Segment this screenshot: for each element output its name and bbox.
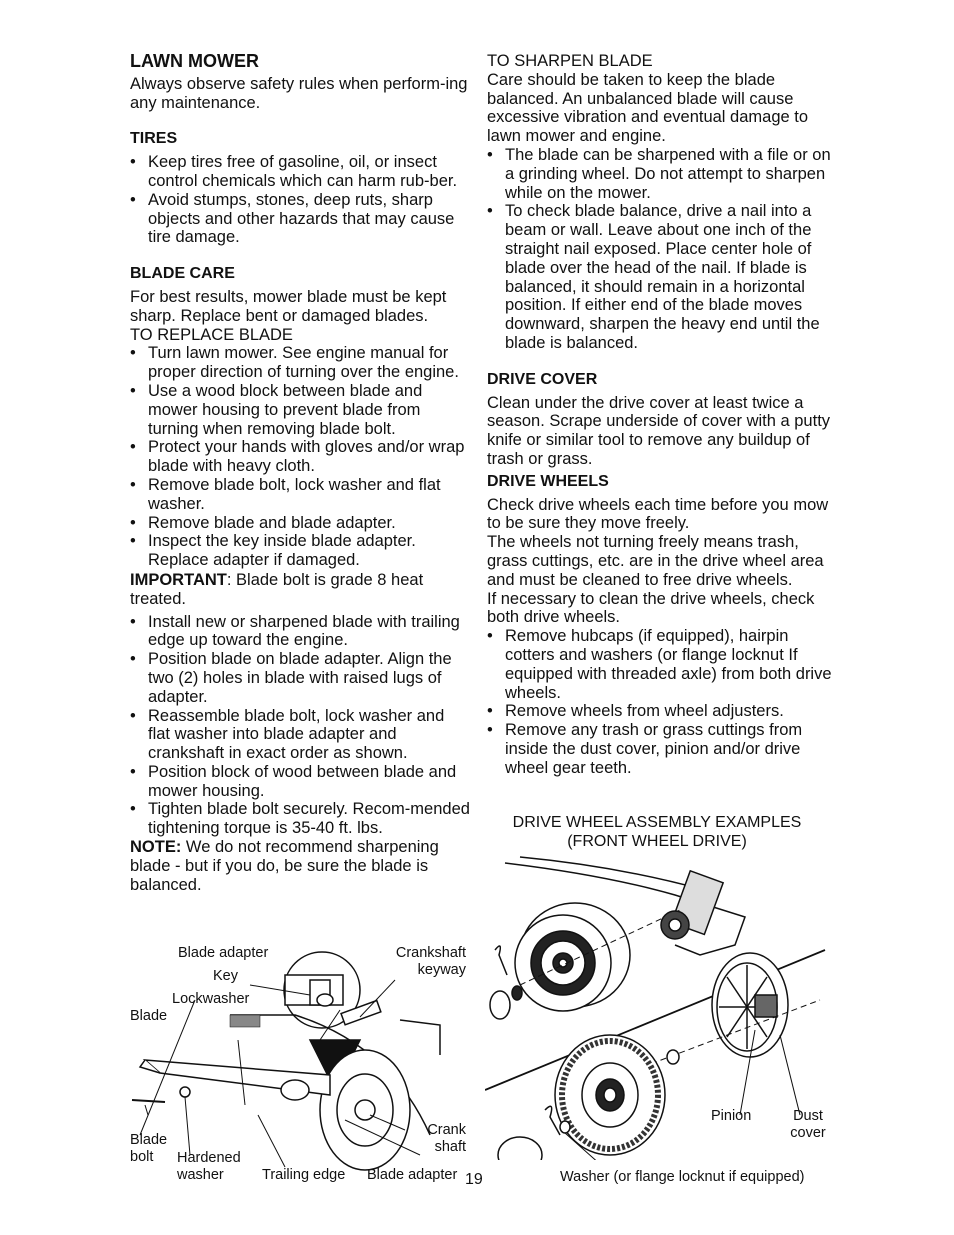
tires-heading: TIRES [130, 130, 178, 148]
list-item: • Avoid stumps, stones, deep ruts, sharp objects and other hazards that may cause tire damage. [130, 191, 470, 247]
list-item: • The blade can be sharpened with a file or on a grinding wheel. Do not attempt to sharpen while on the mower. [487, 146, 832, 202]
hardened-washer-line1: Hardened [177, 1150, 241, 1166]
list-item: • Position block of wood between blade and mower housing. [130, 763, 470, 801]
key-label: Key [213, 968, 238, 984]
lockwasher-label: Lockwasher [172, 991, 250, 1007]
note-paragraph [130, 838, 470, 894]
list-item: • Remove wheels from wheel adjusters. [487, 702, 832, 721]
hubcap-lower [498, 1137, 542, 1160]
list-item: • Reassemble blade bolt, lock washer and flat washer into blade adapter and crankshaft in exact order as shown. [130, 707, 470, 763]
drive-cover-heading: DRIVE COVER [487, 370, 598, 388]
lawn-mower-intro: Always observe safety rules when perform-ing any maintenance. [130, 74, 468, 112]
pinion-label: Pinion [711, 1108, 752, 1124]
list-item: • Remove hubcaps (if equipped), hairpin cotters and washers (or flange locknut If equipped with threaded axle) from both drive wheels. [487, 627, 832, 702]
hubcap-upper [490, 991, 510, 1019]
crankshaft-keyway-line1: Crankshaft [395, 945, 466, 961]
dust-cover-label-line1: Dust [793, 1108, 823, 1124]
important-note [130, 571, 470, 609]
washer-label: Washer (or flange locknut if equipped) [560, 1169, 805, 1185]
sharpen-heading: TO SHARPEN BLADE [487, 52, 653, 70]
crank-shaft-line2: shaft [434, 1138, 466, 1155]
hairpin-cotter [495, 946, 507, 975]
hardened-washer [180, 1087, 190, 1097]
replace-blade-list [130, 344, 470, 570]
blade-adapter-top-label: Blade adapter [178, 945, 269, 961]
list-item: • To check blade balance, drive a nail into a beam or wall. Leave about one inch of the straight nail exposed. Place center hole of blade over the head of the nail. If blade is balanced, it should remain in a horizontal position. If either end of the blade moves downward, sharpen the heavy end until the blade is balanced. [487, 202, 832, 352]
drive-wheel-assembly-illustration [485, 855, 830, 1160]
blade-care-heading: BLADE CARE [130, 265, 235, 283]
crank-shaft-label [410, 1122, 466, 1155]
blade-adapter [281, 1080, 309, 1100]
list-item: • Remove blade and blade adapter. [130, 514, 470, 533]
crankshaft-keyway-line2: keyway [417, 961, 466, 978]
drive-wheels-p1: Check drive wheels each time before you mow to be sure they move freely. [487, 495, 829, 533]
list-item: • Turn lawn mower. See engine manual for proper direction of turning over the engine. [130, 344, 470, 382]
upper-drive-wheel [515, 903, 630, 1011]
crank-shaft-line1: Crank [427, 1122, 466, 1138]
left-column [130, 52, 470, 894]
list-item: • Protect your hands with gloves and/or wrap blade with heavy cloth. [130, 438, 470, 476]
crankshaft-keyway-label [380, 945, 466, 978]
dust-cover-label [787, 1108, 829, 1141]
drive-wheels-p3: If necessary to clean the drive wheels, check both drive wheels. [487, 589, 815, 627]
list-item: • Position blade on blade adapter. Align the two (2) holes in blade with raised lugs of adapter. [130, 650, 470, 706]
tires-list [130, 153, 470, 247]
hardened-washer-label [177, 1150, 241, 1183]
sharpen-list [487, 146, 832, 353]
list-item: • Inspect the key inside blade adapter. Replace adapter if damaged. [130, 532, 470, 570]
hardened-washer-line2: washer [177, 1166, 224, 1183]
sharpen-intro: Care should be taken to keep the blade balanced. An unbalanced blade will cause excessive vibration and eventual damage to lawn mower and engine. [487, 70, 809, 146]
blade-adapter-bottom-label: Blade adapter [367, 1167, 458, 1183]
replace-blade-heading: TO REPLACE BLADE [130, 325, 293, 344]
caption-line-2: (FRONT WHEEL DRIVE) [567, 833, 747, 850]
list-item: • Remove any trash or grass cuttings from inside the dust cover, pinion and/or drive wheel gear teeth. [487, 721, 832, 777]
blade-bolt-line1: Blade [130, 1132, 168, 1148]
blade-care-intro: For best results, mower blade must be kept sharp. Replace bent or damaged blades. [130, 287, 447, 325]
important-text: : Blade bolt is grade 8 heat treated. [130, 570, 424, 608]
lower-drive-wheel [555, 1035, 665, 1155]
blade-bolt-line2: bolt [130, 1148, 154, 1165]
note-text: We do not recommend sharpening blade - but if you do, be sure the blade is balanced. [130, 838, 439, 894]
page-number: 19 [465, 1171, 483, 1188]
list-item: • Tighten blade bolt securely. Recom-mended tightening torque is 35-40 ft. lbs. [130, 800, 470, 838]
trailing-edge-label: Trailing edge [262, 1167, 346, 1183]
drive-wheels-p2: The wheels not turning freely means trash, grass cuttings, etc. are in the drive wheel area and must be cleaned to free drive wheels. [487, 533, 824, 589]
blade-bolt-label [130, 1132, 167, 1165]
list-item: • Keep tires free of gasoline, oil, or insect control chemicals which can harm rub-ber. [130, 153, 470, 191]
install-blade-list [130, 613, 470, 839]
note-label: NOTE: [130, 838, 182, 857]
lawn-mower-heading: LAWN MOWER [130, 51, 259, 71]
list-item: • Remove blade bolt, lock washer and flat washer. [130, 476, 470, 514]
drive-wheels-list [487, 627, 832, 777]
blade-label: Blade [130, 1008, 168, 1024]
pinion-gear [755, 995, 777, 1017]
caption-line-1: DRIVE WHEEL ASSEMBLY EXAMPLES [512, 814, 802, 831]
dust-cover-label-line2: cover [790, 1124, 826, 1141]
drive-wheels-heading: DRIVE WHEELS [487, 472, 609, 490]
list-item: • Use a wood block between blade and mower housing to prevent blade from turning when removing blade bolt. [130, 382, 470, 438]
blade-bolt [132, 1100, 165, 1102]
drive-cover-text: Clean under the drive cover at least twice a season. Scrape underside of cover with a putty knife or similar tool to remove any buildup of trash or grass. [487, 393, 831, 468]
important-label: IMPORTANT [130, 570, 227, 589]
list-item: • Install new or sharpened blade with trailing edge up toward the engine. [130, 613, 470, 651]
washer-lower [667, 1050, 679, 1064]
drive-wheel-figure-caption [487, 813, 827, 851]
right-column [487, 52, 832, 777]
